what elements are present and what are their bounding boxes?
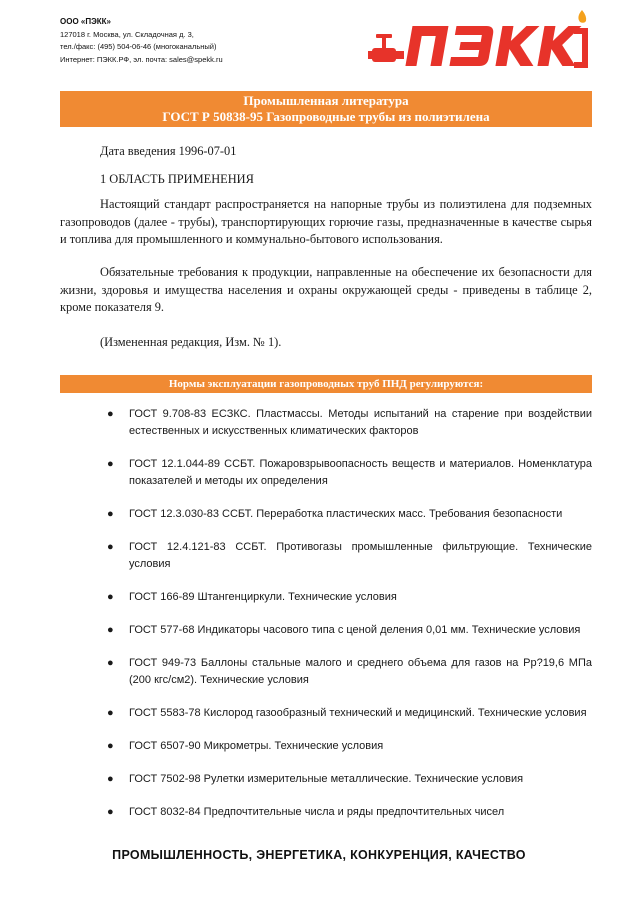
bullet-icon: ● [107, 624, 114, 636]
flame-icon [578, 10, 586, 23]
company-internet: Интернет: ПЭКК.РФ, эл. почта: sales@spekk.ru [60, 54, 223, 64]
logo-letters [405, 26, 582, 66]
bullet-icon: ● [107, 508, 114, 520]
list-item: ● ГОСТ 5583-78 Кислород газообразный технический и медицинский. Технические условия [60, 705, 592, 722]
section-heading: 1 ОБЛАСТЬ ПРИМЕНЕНИЯ [100, 172, 254, 186]
list-item: ● ГОСТ 8032-84 Предпочтительные числа и ряды предпочтительных чисел [60, 804, 592, 821]
edition-note: (Измененная редакция, Изм. № 1). [100, 335, 282, 349]
valve-icon [368, 34, 404, 62]
bullet-icon: ● [107, 740, 114, 752]
list-item: ● ГОСТ 949-73 Баллоны стальные малого и среднего объема для газов на Рр?19,6 МПа (200 кгс/см2). Технические условия [107, 657, 592, 686]
banner-title: ГОСТ Р 50838-95 Газопроводные трубы из полиэтилена [162, 109, 490, 124]
title-banner [60, 91, 592, 127]
pipe-icon [574, 28, 588, 68]
list-item: ● ГОСТ 6507-90 Микрометры. Технические условия [60, 738, 592, 755]
bullet-icon: ● [107, 541, 114, 553]
bullet-icon: ● [107, 806, 114, 818]
bullet-icon: ● [107, 657, 114, 669]
company-info [60, 16, 223, 66]
list-item: ● ГОСТ 12.3.030-83 ССБТ. Переработка пластических масс. Требования безопасности [60, 506, 592, 523]
company-phone: тел./факс: (495) 504-06-46 (многоканальный) [60, 42, 217, 51]
list-item: ● ГОСТ 12.1.044-89 ССБТ. Пожаровзрывоопасность веществ и материалов. Номенклатура показателей и методы их определения [107, 458, 592, 487]
paragraph-scope: Настоящий стандарт распространяется на напорные трубы из полиэтилена для подземных газопроводов (далее - трубы), транспортирующих горючие газы, предназначенные в качестве сырья и топлива для промышленного и коммунально-бытового использования. [60, 197, 592, 246]
list-item: ● ГОСТ 166-89 Штангенциркули. Технические условия [60, 589, 592, 606]
banner-subtitle: Промышленная литература [243, 93, 409, 108]
list-item: ● ГОСТ 7502-98 Рулетки измерительные металлические. Технические условия [60, 771, 592, 788]
paragraph-requirements: Обязательные требования к продукции, направленные на обеспечение их безопасности для жизни, здоровья и имущества населения и охраны окружающей среды - приведены в таблице 2, кроме показателя 9. [60, 265, 592, 314]
bullet-icon: ● [107, 408, 114, 420]
list-item: ● ГОСТ 577-68 Индикаторы часового типа с ценой деления 0,01 мм. Технические условия [60, 622, 592, 639]
company-logo [368, 6, 598, 76]
company-name: ООО «ПЭКК» [60, 17, 111, 26]
norms-banner: Нормы эксплуатации газопроводных труб ПНД регулируются: [60, 375, 592, 393]
bullet-icon: ● [107, 591, 114, 603]
bullet-icon: ● [107, 458, 114, 470]
company-address: 127018 г. Москва, ул. Складочная д. 3, [60, 29, 194, 39]
list-item: ● ГОСТ 12.4.121-83 ССБТ. Противогазы промышленные фильтрующие. Технические условия [107, 541, 592, 570]
date-intro: Дата введения 1996-07-01 [100, 144, 237, 158]
bullet-icon: ● [107, 707, 114, 719]
footer-slogan: ПРОМЫШЛЕННОСТЬ, ЭНЕРГЕТИКА, КОНКУРЕНЦИЯ, КАЧЕСТВО [112, 848, 526, 862]
list-item: ● ГОСТ 9.708-83 ЕСЗКС. Пластмассы. Методы испытаний на старение при воздействии естественных и искусственных климатических факторов [107, 408, 592, 437]
bullet-icon: ● [107, 773, 114, 785]
logo-wordmark: ПЭКК [486, 75, 489, 76]
norms-list [60, 406, 592, 821]
